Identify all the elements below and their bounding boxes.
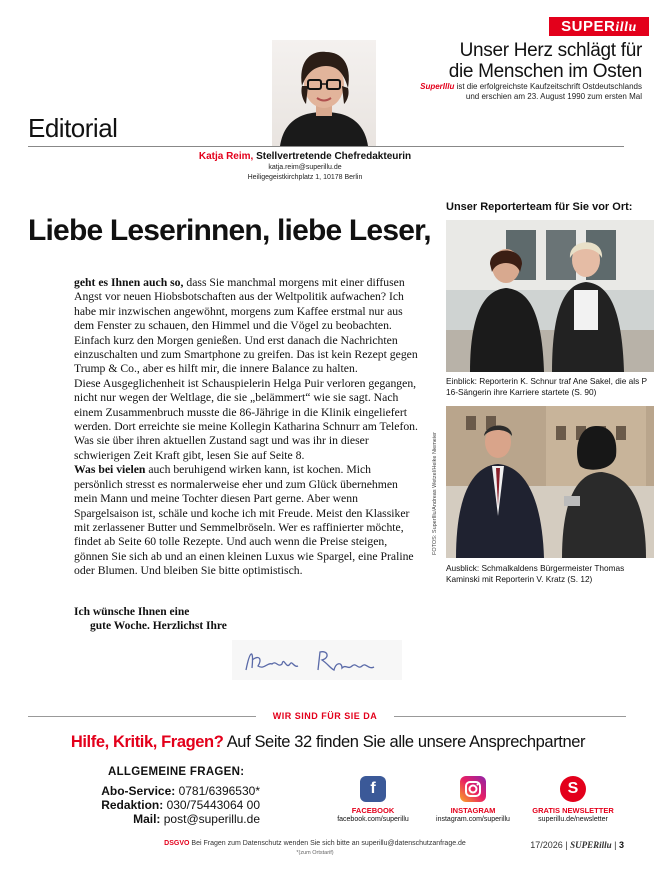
help-line: Hilfe, Kritik, Fragen? Auf Seite 32 finden Sie alle unsere Ansprechpartner <box>70 733 586 751</box>
general-title: ALLGEMEINE FRAGEN: <box>108 766 245 778</box>
author-address: Heiligegeistkirchplatz 1, 10178 Berlin <box>247 174 363 181</box>
service-banner: WIR SIND FÜR SIE DA <box>272 711 378 721</box>
mail-address[interactable]: post@superillu.de <box>160 812 260 826</box>
divider-left <box>28 716 256 717</box>
headline: Liebe Leserinnen, liebe Leser, <box>28 214 431 247</box>
divider <box>28 146 624 147</box>
superillu-logo: SUPERillu <box>549 17 649 36</box>
caption-2: Ausblick: Schmalkaldens Bürgermeister Thomas Kaminski mit Reporterin V. Kratz (S. 12) <box>446 563 625 584</box>
caption-1: Einblick: Reporterin K. Schnur traf Ane Sakel, die als P 16-Sängerin ihre Karriere startete (S. 90) <box>446 376 647 397</box>
instagram-icon <box>460 776 486 802</box>
signature <box>232 640 402 680</box>
abo-phone[interactable]: 0781/6396530* <box>175 784 260 798</box>
closing: Ich wünsche Ihnen eine gute Woche. Herzlichst Ihre <box>74 606 227 632</box>
instagram-link[interactable]: INSTAGRAM instagram.com/superillu <box>418 776 528 824</box>
author-role: Stellvertretende Chefredakteurin <box>256 151 412 162</box>
reporter-photo-2 <box>446 406 654 558</box>
paragraph-1: geht es Ihnen auch so, dass Sie manchmal morgens mit einer diffusen Angst vor neuen Hiobsbotschaften aus der Weltpolitik aufwachen? Ich habe mir inzwischen angewöhnt, morgens zum Kaffee erstmal nur aus dem Fenster zu schauen, den Himmel und die Vögel zu beobachten. Einfach kurz den Morgen genießen. Und erst danach die Nachrichten einzuschalten und zum Smartphone zu greifen. Das ist kein Rezept gegen Trump & Co., aber es hilft mir, die innere Balance zu halten. <box>74 276 418 376</box>
folio: 17/2026 | SUPERillu | 3 <box>530 840 624 850</box>
section-title: Editorial <box>28 113 118 143</box>
editorial-body <box>74 276 420 579</box>
byline <box>180 151 430 183</box>
divider-right <box>394 716 626 717</box>
contact-block: Abo-Service: 0781/6396530* Redaktion: 030/75443064 00 Mail: post@superillu.de <box>101 784 260 826</box>
facebook-link[interactable]: f FACEBOOK facebook.com/superillu <box>318 776 428 824</box>
newsletter-link[interactable]: S GRATIS NEWSLETTER superillu.de/newsletter <box>518 776 628 824</box>
tagline: Unser Herz schlägt für die Menschen im Osten <box>448 40 642 82</box>
author-email[interactable]: katja.reim@superillu.de <box>268 164 342 171</box>
photo-credit: FOTOS: SuperIllu/Andreas Wetzel/Heike Niemeier <box>432 432 438 555</box>
facebook-icon: f <box>360 776 386 802</box>
reporter-title: Unser Reporterteam für Sie vor Ort: <box>446 201 633 213</box>
newsletter-icon: S <box>560 776 586 802</box>
author-name: Katja Reim, <box>198 151 254 162</box>
dsgvo-note: DSGVO Bei Fragen zum Datenschutz wenden Sie sich bitte an superillu@datenschutzanfrage.de *(zum Ortstarif) <box>164 840 466 856</box>
reporter-photo-1 <box>446 220 654 372</box>
subtagline: SuperIllu ist die erfolgreichste Kaufzeitschrift Ostdeutschlands und erschien am 23. August 1990 zum ersten Mal <box>420 82 642 101</box>
paragraph-2: Diese Ausgeglichenheit ist Schauspielerin Helga Puir verloren gegangen, nicht nur wegen der Weltlage, die sie „belämmert“ wie sie sagt. Nach einem Zusammenbruch musste die 86-Jährige in die Klinik eingeliefert werden. Dort erreichte sie meine Kollegin Katharina Schnurr am Telefon. Was sie über ihren aktuellen Zustand sagt und was ihr in dieser schwierigen Zeit Kraft gibt, lesen Sie auf Seite 8. <box>74 376 418 462</box>
author-portrait <box>272 40 376 146</box>
redaktion-phone[interactable]: 030/75443064 00 <box>163 798 260 812</box>
paragraph-3: Was bei vielen auch beruhigend wirken kann, ist kochen. Mich persönlich stresst es normalerweise eher und zum Glück übernehmen mein Mann und meine Tochter diesen Part gerne. Aber wenn Spargelsaison ist, schäle und koche ich mit Freude. Meist den Klassiker mit zerlassener Butter und Semmelbröseln. Wer es raffinierter möchte, findet ab Seite 60 tolle Rezepte. Und auch wenn die Preise steigen, gönnen Sie sich ab und an einen kleinen Luxus wie Spargel, eine Praline oder Blumen. Und bleiben Sie bitte optimistisch. <box>74 463 414 578</box>
